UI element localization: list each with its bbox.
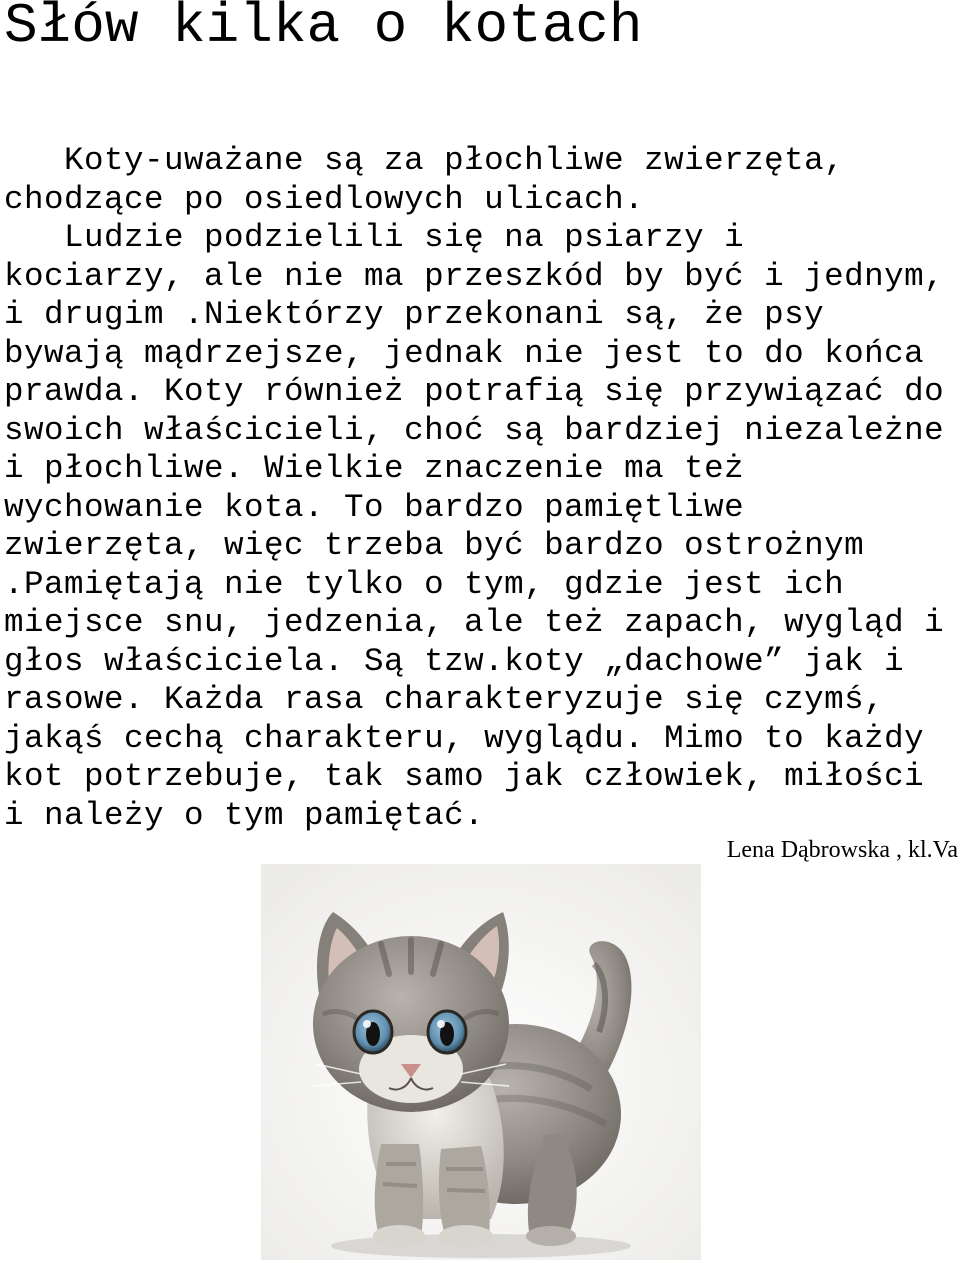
kitten-photo [261, 864, 701, 1260]
article-line: prawda. Koty również potrafią się przywiązać do [4, 373, 945, 410]
article-line: głos właściciela. Są tzw.koty „dachowe” jak i [4, 642, 905, 680]
page-title: Słów kilka o kotach [4, 0, 643, 58]
article-line: i drugim .Niektórzy przekonani są, że psy [4, 296, 825, 333]
article-line: swoich właścicieli, choć są bardziej niezależne [4, 411, 945, 449]
article-line: Ludzie podzielili się na psiarzy i [4, 219, 745, 256]
kitten-front-leg-left [375, 1144, 423, 1238]
article-line: chodzące po osiedlowych ulicach. [4, 180, 645, 218]
article-line: .Pamiętają nie tylko o tym, gdzie jest ich [4, 565, 845, 603]
article-line: bywają mądrzejsze, jednak nie jest to do końca [4, 334, 925, 372]
article-line: i płochliwe. Wielkie znaczenie ma też [4, 450, 745, 487]
article-line: wychowanie kota. To bardzo pamiętliwe [4, 488, 745, 526]
article-line: kociarzy, ale nie ma przeszkód by być i jednym, [4, 257, 945, 295]
article-line: rasowe. Każda rasa charakteryzuje się czymś, [4, 681, 885, 718]
article-line: jakąś cechą charakteru, wyglądu. Mimo to każdy [4, 719, 925, 757]
article-line: Koty-uważane są za płochliwe zwierzęta, [4, 142, 845, 179]
article-line: zwierzęta, więc trzeba być bardzo ostrożnym [4, 527, 865, 564]
article-line: i należy o tym pamiętać. [4, 796, 485, 834]
author-signature: Lena Dąbrowska , kl.Va [726, 837, 958, 863]
article-body [4, 142, 960, 835]
article-line: miejsce snu, jedzenia, ale też zapach, wygląd i [4, 604, 945, 641]
article-line: kot potrzebuje, tak samo jak człowiek, miłości [4, 758, 925, 795]
